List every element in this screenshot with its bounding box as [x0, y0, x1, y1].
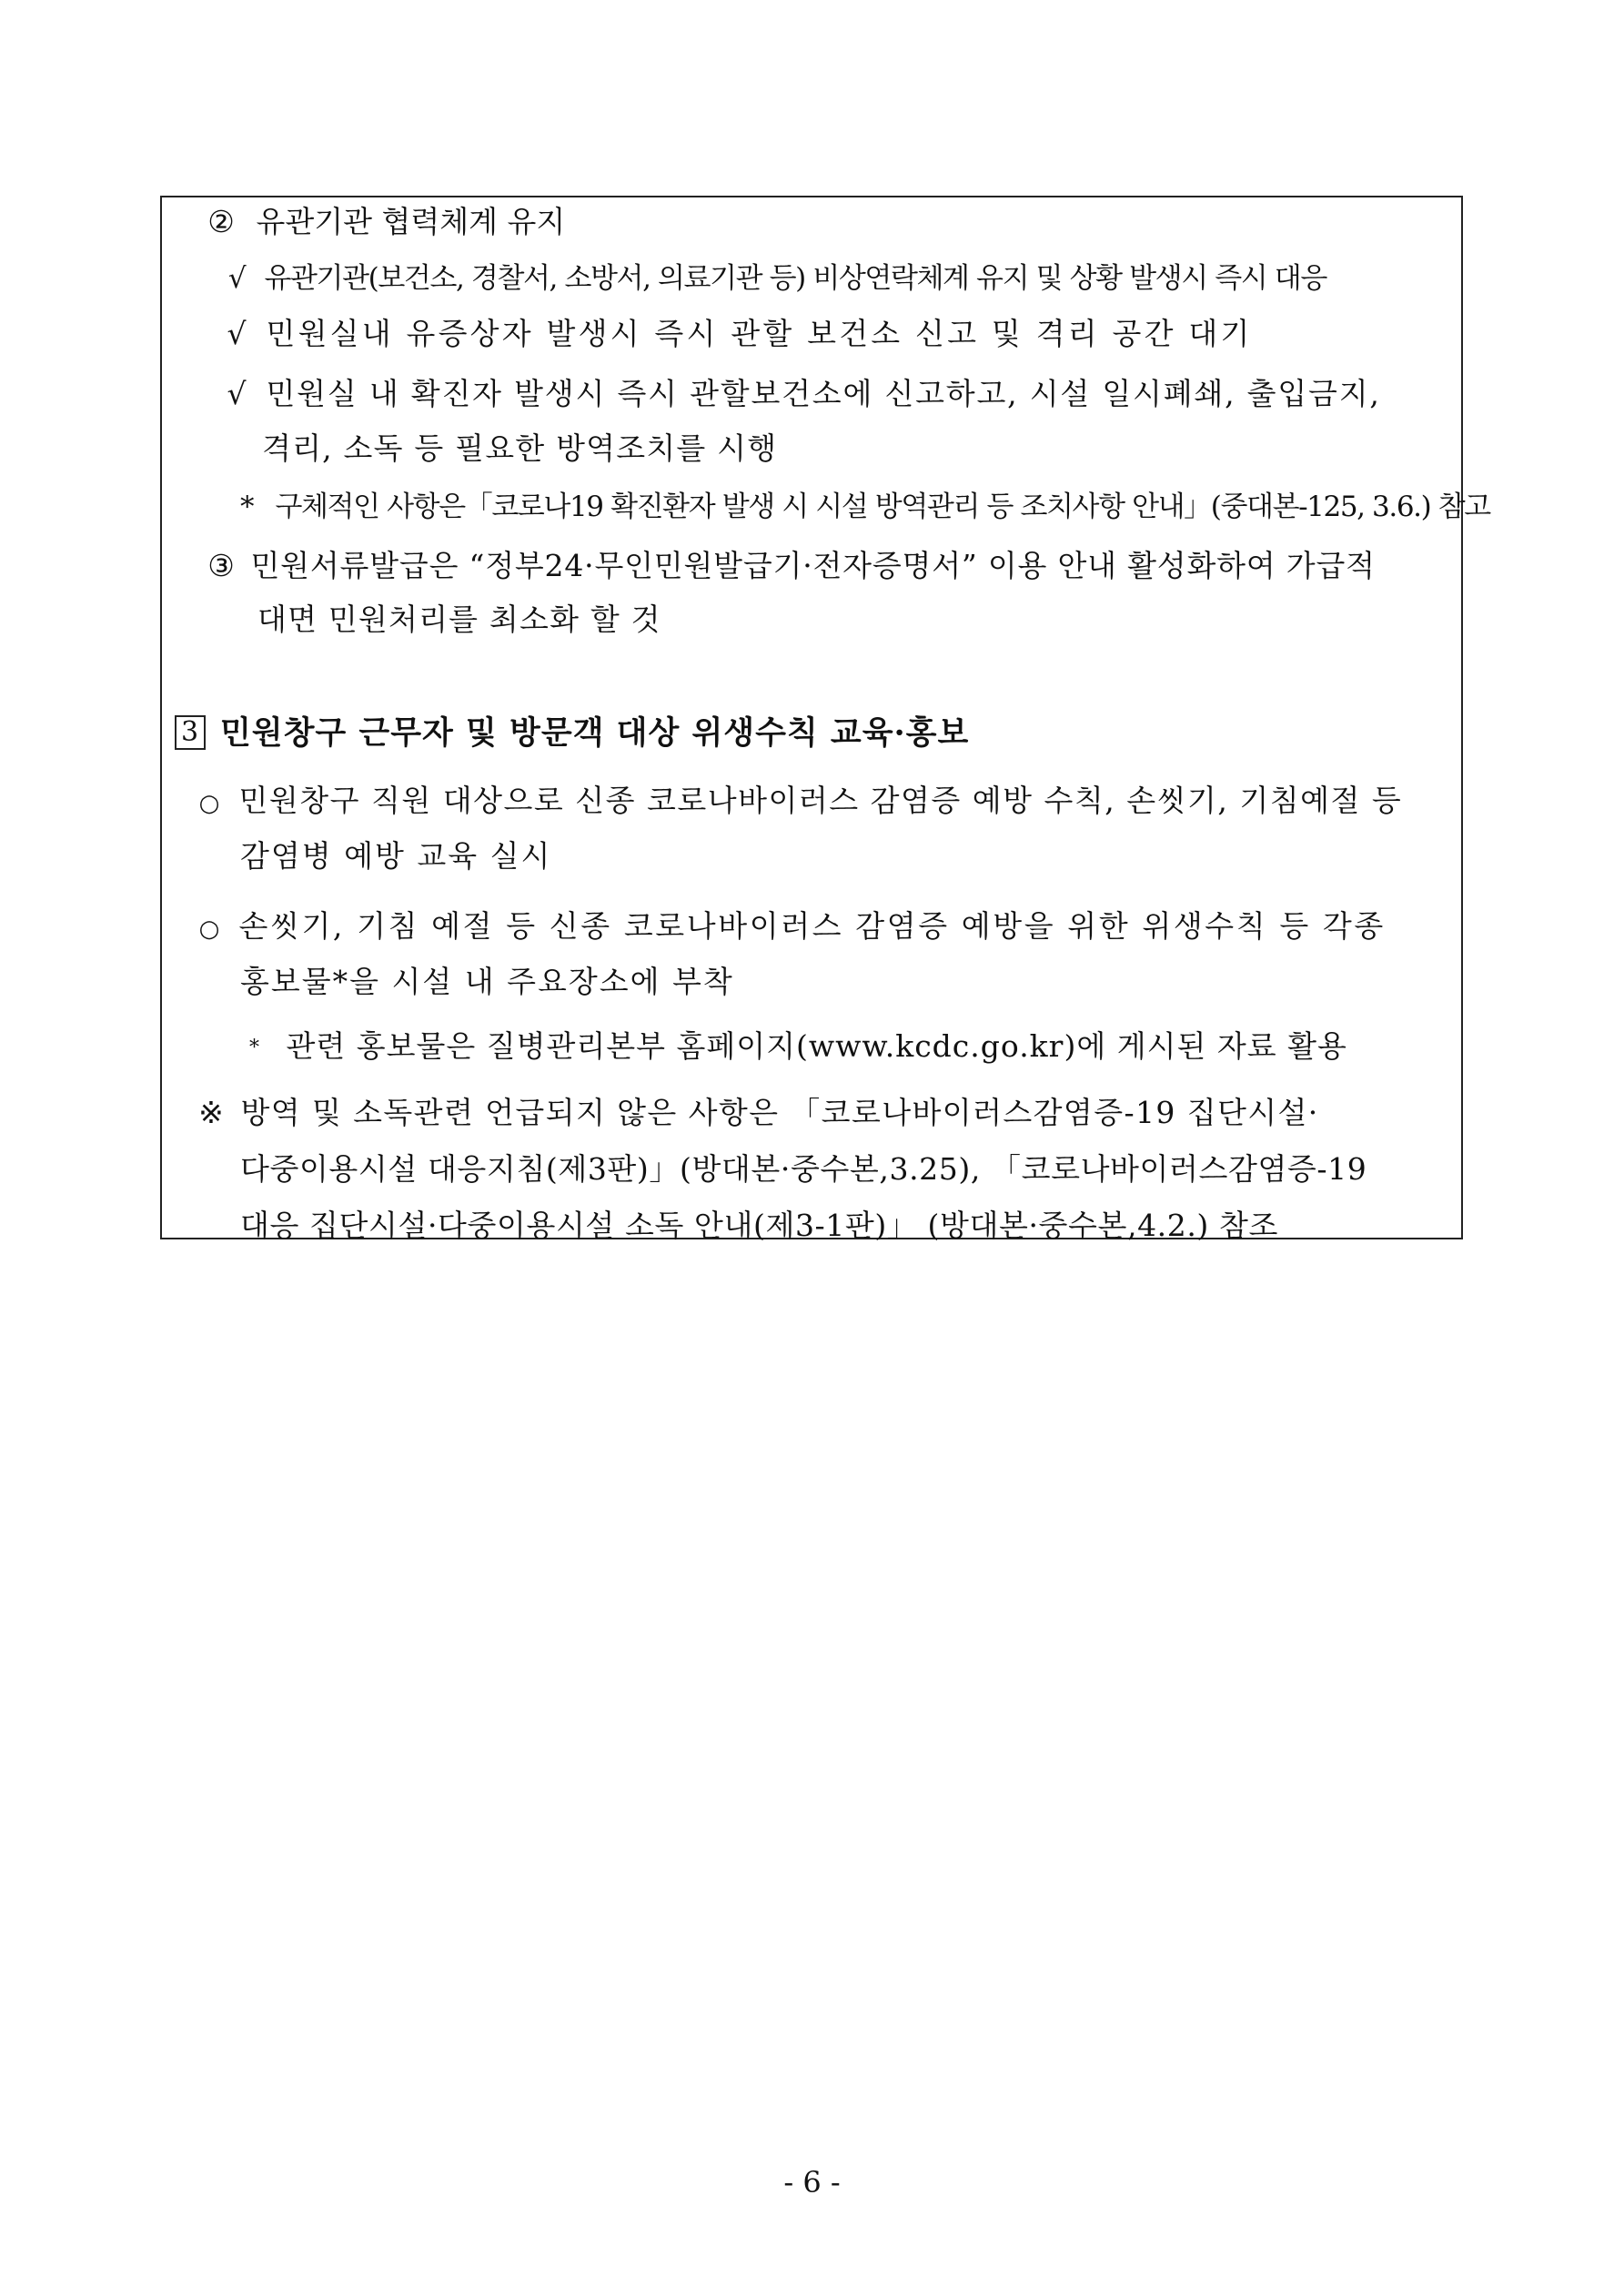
bullet-text: 손씻기, 기침 예절 등 신종 코로나바이러스 감염증 예방을 위한 위생수칙 등 각종 [238, 908, 1386, 944]
item-3-text-cont: 대면 민원처리를 최소화 할 것 [257, 602, 661, 637]
bullet-text-cont: 홍보물*을 시설 내 주요장소에 부착 [240, 964, 734, 999]
check-item [217, 314, 1253, 354]
section-heading-title: 민원창구 근무자 및 방문객 대상 위생수칙 교육·홍보 [220, 714, 970, 752]
reference-mark-icon: ※ [198, 1095, 224, 1130]
reference-text-cont: 다중이용시설 대응지침(제3판)」(방대본·중수본,3.25), 「코로나바이러스감염증-19 [240, 1151, 1367, 1187]
reference-text-cont: 대응 집단시설·다중이용시설 소독 안내(제3-1판)」 (방대본·중수본,4.2.) 참조 [240, 1208, 1278, 1243]
bullet-note [249, 1027, 1347, 1068]
check-mark-icon: √ [227, 316, 247, 351]
check-mark-icon: √ [227, 376, 247, 411]
check-item [217, 374, 1381, 414]
bullet-text: 민원창구 직원 대상으로 신종 코로나바이러스 감염증 예방 수칙, 손씻기, 기침예절 등 [238, 783, 1403, 818]
bullet-note-marker: * [249, 1037, 259, 1059]
check-item-text-cont: 격리, 소독 등 필요한 방역조치를 시행 [262, 430, 778, 466]
page-number: - 6 - [783, 2165, 841, 2200]
reference [191, 1093, 1319, 1133]
item-2-text: 유관기관 협력체계 유지 [256, 204, 566, 239]
note-text: 구체적인 사항은「코로나19 확진환자 발생 시 시설 방역관리 등 조치사항 안내」(중대본-125, 3.6.) 참고 [275, 491, 1490, 523]
circle-bullet-icon: ○ [198, 790, 220, 817]
bullet-text-cont: 감염병 예방 교육 실시 [240, 838, 552, 874]
section-heading [175, 713, 969, 754]
circle-bullet-icon: ○ [198, 915, 220, 943]
check-item [217, 258, 1326, 298]
bullet-item [189, 906, 1386, 949]
item-3-marker: ③ [207, 548, 235, 583]
item-2-marker: ② [207, 204, 235, 239]
check-item-text: 민원실 내 확진자 발생시 즉시 관할보건소에 신고하고, 시설 일시폐쇄, 출입금지, [266, 376, 1381, 411]
item-3 [201, 546, 1376, 586]
section-number-box: 3 [175, 715, 206, 750]
note-marker: * [240, 491, 254, 523]
check-mark-icon: √ [227, 262, 246, 295]
item-3-text: 민원서류발급은 “정부24·무인민원발급기·전자증명서” 이용 안내 활성화하여 가급적 [250, 548, 1376, 583]
note [240, 487, 1490, 527]
item-2 [201, 202, 565, 242]
bullet-item [189, 781, 1402, 824]
check-item-text: 유관기관(보건소, 경찰서, 소방서, 의료기관 등) 비상연락체계 유지 및 상황 발생시 즉시 대응 [264, 262, 1326, 295]
check-item-text: 민원실내 유증상자 발생시 즉시 관할 보건소 신고 및 격리 공간 대기 [266, 316, 1253, 351]
reference-text: 방역 및 소독관련 언급되지 않은 사항은 「코로나바이러스감염증-19 집단시설· [240, 1095, 1319, 1130]
bullet-note-text: 관련 홍보물은 질병관리본부 홈페이지(www.kcdc.go.kr)에 게시된 자료 활용 [286, 1028, 1347, 1064]
